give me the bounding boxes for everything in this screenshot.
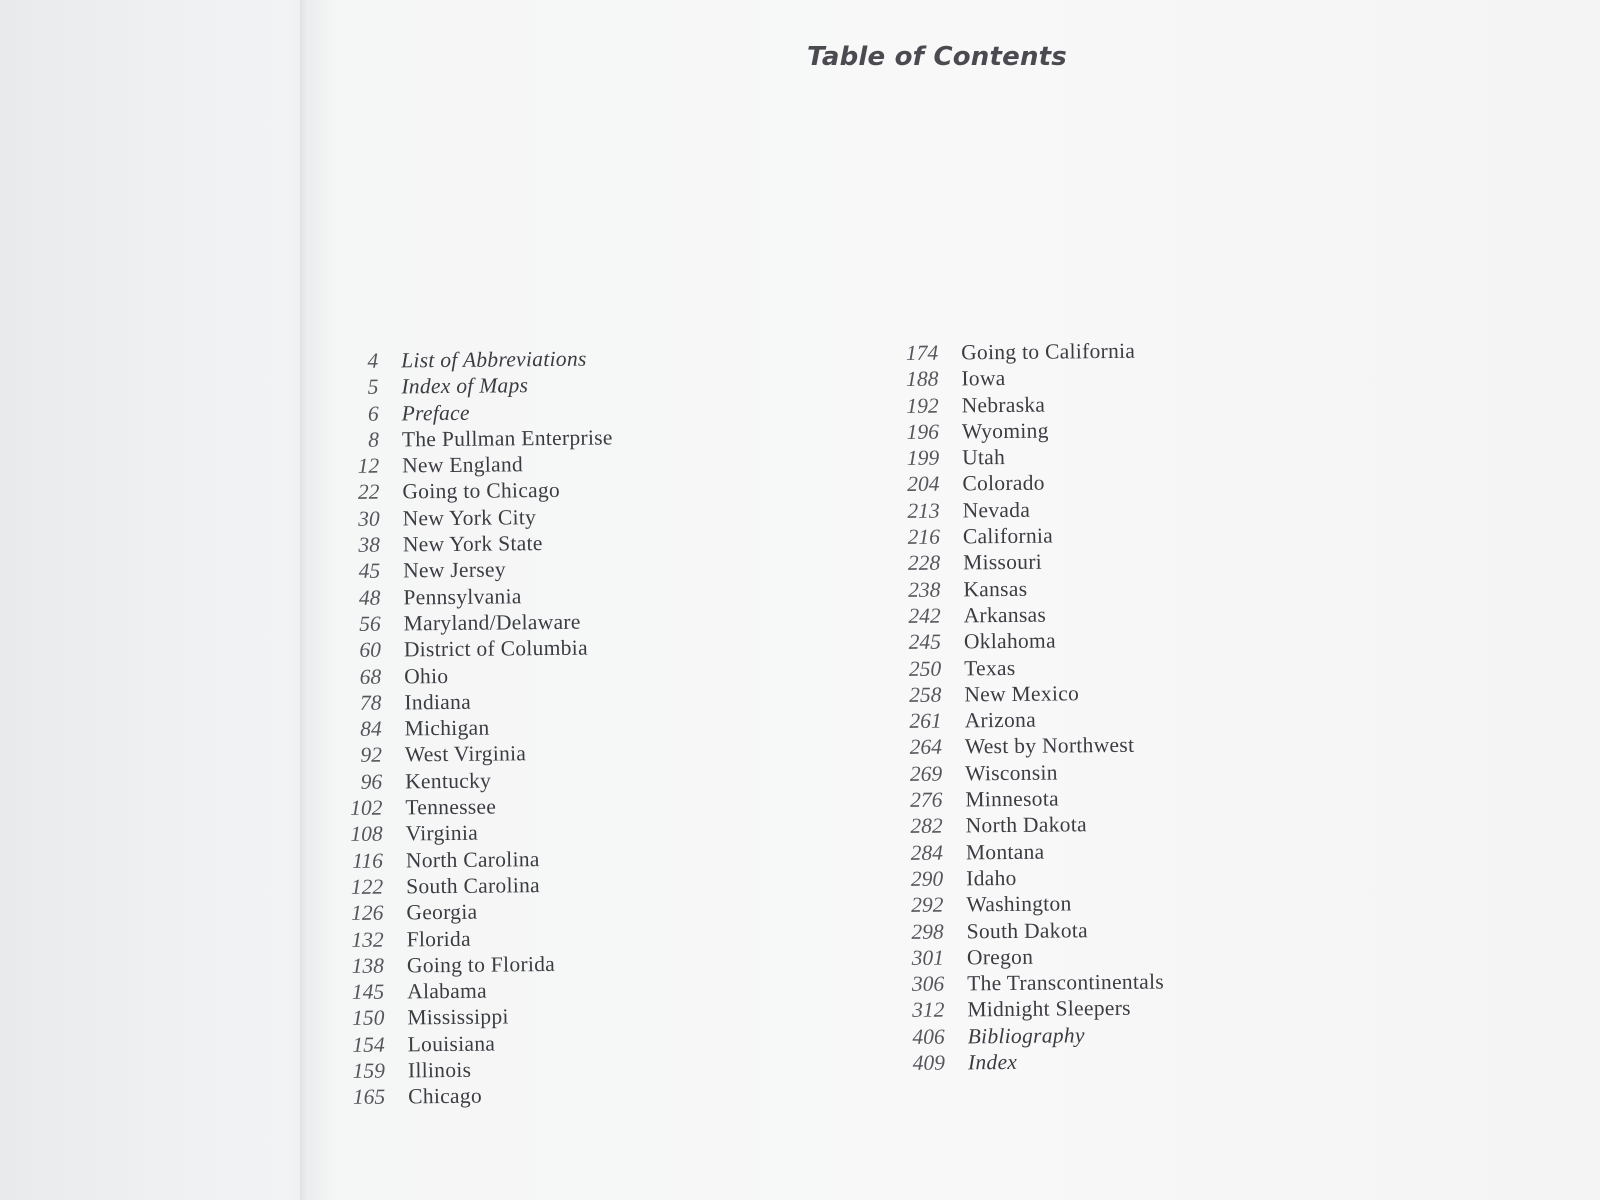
- toc-entry-label: Missouri: [963, 550, 1043, 575]
- toc-entry: [903, 627, 1161, 656]
- toc-entry-label: Midnight Sleepers: [967, 996, 1131, 1022]
- toc-page-number: 199: [906, 445, 940, 471]
- toc-entry: [903, 679, 1161, 708]
- toc-entry-label: Minnesota: [965, 786, 1059, 812]
- toc-entry-label: Illinois: [407, 1057, 472, 1083]
- toc-entry-label: Ohio: [404, 663, 449, 688]
- toc-entry-label: Wisconsin: [965, 760, 1058, 786]
- toc-entry-label: Nebraska: [961, 392, 1046, 418]
- toc-entry-label: Maryland/Delaware: [403, 609, 581, 636]
- toc-entry-label: Mississippi: [407, 1004, 509, 1030]
- toc-page-number: 108: [350, 821, 383, 847]
- toc-entry-label: Wyoming: [961, 418, 1049, 444]
- toc-page-number: 245: [908, 629, 942, 655]
- toc-entry: [901, 469, 1159, 498]
- toc-entry-label: Colorado: [962, 471, 1045, 496]
- toc-page: [302, 0, 1600, 1200]
- toc-page-number: 60: [359, 637, 382, 663]
- toc-entry: [346, 976, 618, 1005]
- toc-page-number: 150: [352, 1006, 385, 1031]
- toc-page-number: 22: [357, 480, 380, 505]
- toc-entry: [902, 548, 1160, 577]
- toc-entry-label: Alabama: [407, 978, 487, 1004]
- toc-page-number: 174: [905, 340, 939, 365]
- toc-entry: [902, 522, 1160, 551]
- toc-entry-label: Louisiana: [407, 1031, 496, 1057]
- toc-entry: [904, 758, 1162, 787]
- toc-entry: [903, 600, 1161, 629]
- toc-left-column: [340, 345, 619, 1110]
- toc-page-number: 96: [360, 769, 383, 794]
- toc-entry: [901, 390, 1159, 419]
- toc-page-number: 165: [352, 1084, 386, 1110]
- toc-entry-label: New England: [402, 452, 524, 478]
- toc-entry-label: Oklahoma: [963, 628, 1056, 654]
- toc-page-number: 290: [910, 866, 944, 891]
- toc-entry: [343, 661, 615, 690]
- toc-entry: [347, 1055, 619, 1084]
- toc-entry: [343, 608, 615, 637]
- toc-entry: [340, 345, 612, 374]
- toc-entry-label: District of Columbia: [403, 635, 588, 662]
- toc-page-number: 301: [911, 945, 945, 970]
- toc-entry-label: Going to Florida: [406, 951, 556, 978]
- toc-entry: [904, 706, 1162, 735]
- toc-page-number: 159: [352, 1058, 386, 1083]
- toc-entry: [905, 863, 1163, 892]
- toc-entry: [907, 1048, 1165, 1077]
- toc-entry-label: Bibliography: [967, 1022, 1085, 1049]
- toc-page-number: 68: [359, 664, 382, 689]
- toc-entry-label: Going to Chicago: [402, 478, 561, 504]
- toc-page-number: 188: [906, 366, 939, 392]
- toc-page-number: 145: [351, 979, 385, 1005]
- toc-page-number: 213: [907, 498, 940, 523]
- toc-entry: [903, 653, 1161, 682]
- toc-page-number: 228: [907, 551, 941, 576]
- toc-entry: [342, 582, 614, 611]
- toc-page-number: 292: [911, 892, 944, 918]
- toc-entry: [344, 766, 616, 795]
- toc-page-number: 154: [352, 1032, 385, 1057]
- toc-entry-label: Pennsylvania: [403, 583, 522, 610]
- toc-entry: [340, 372, 612, 401]
- toc-entry: [345, 871, 617, 900]
- toc-entry: [900, 338, 1158, 367]
- toc-entry-label: Texas: [964, 655, 1016, 680]
- toc-page-number: 276: [910, 787, 943, 812]
- toc-page-number: 8: [368, 427, 379, 452]
- toc-page-number: 116: [352, 848, 384, 873]
- toc-entry: [341, 424, 613, 453]
- toc-entry: [902, 574, 1160, 603]
- toc-entry-label: The Pullman Enterprise: [401, 425, 613, 452]
- toc-entry-label: Arkansas: [963, 602, 1047, 628]
- toc-page-number: 56: [359, 611, 381, 636]
- toc-page-number: 250: [908, 656, 942, 681]
- toc-entry: [347, 1029, 619, 1058]
- toc-entry: [901, 416, 1159, 445]
- toc-entry: [343, 635, 615, 664]
- toc-entry: [345, 819, 617, 848]
- toc-page-number: 92: [360, 743, 383, 768]
- toc-entry-label: Virginia: [405, 821, 479, 846]
- toc-entry-label: Idaho: [966, 865, 1017, 891]
- toc-entry-label: New York State: [402, 531, 543, 557]
- toc-page-number: 238: [908, 577, 941, 602]
- toc-page-number: 258: [909, 682, 942, 707]
- toc-entry: [347, 1082, 619, 1111]
- toc-page-number: 6: [367, 401, 379, 426]
- toc-entry-label: North Carolina: [405, 846, 540, 873]
- toc-entry: [346, 1003, 618, 1032]
- toc-entry: [342, 529, 614, 558]
- toc-page-number: 5: [367, 374, 379, 400]
- page-title: Table of Contents: [807, 42, 1067, 72]
- toc-page-number: 126: [351, 900, 384, 926]
- toc-page-number: 284: [910, 840, 944, 865]
- toc-entry-label: West by Northwest: [964, 733, 1135, 759]
- toc-page-number: 264: [909, 735, 943, 760]
- toc-entry: [905, 811, 1163, 840]
- toc-entry-label: Iowa: [961, 366, 1006, 391]
- toc-entry: [346, 924, 618, 953]
- toc-page-number: 4: [367, 348, 379, 373]
- toc-entry-label: Kansas: [963, 576, 1028, 602]
- toc-page-number: 192: [906, 393, 939, 418]
- toc-entry-label: Chicago: [408, 1083, 483, 1109]
- toc-entry: [341, 477, 613, 506]
- toc-entry-label: Nevada: [962, 497, 1031, 523]
- toc-entry-label: Utah: [962, 445, 1006, 470]
- toc-entry: [344, 792, 616, 821]
- toc-entry: [344, 714, 616, 743]
- toc-entry-label: California: [962, 523, 1054, 549]
- toc-entry: [341, 451, 613, 480]
- toc-entry: [905, 837, 1163, 866]
- toc-page-number: 242: [908, 603, 941, 628]
- toc-entry: [345, 845, 617, 874]
- toc-entry-label: Preface: [401, 400, 470, 426]
- toc-page-number: 261: [909, 708, 942, 734]
- toc-entry: [905, 890, 1163, 919]
- toc-entry: [342, 556, 614, 585]
- toc-entry: [345, 898, 617, 927]
- toc-entry: [906, 916, 1164, 945]
- toc-page-number: 406: [912, 1024, 945, 1049]
- toc-page-number: 48: [358, 585, 381, 610]
- toc-entry-label: Oregon: [966, 944, 1034, 970]
- toc-entry-label: Montana: [965, 839, 1045, 865]
- toc-entry-label: Washington: [966, 891, 1072, 917]
- toc-entry-label: Indiana: [404, 689, 472, 715]
- toc-entry-label: New Mexico: [964, 681, 1080, 707]
- toc-page-number: 138: [351, 953, 385, 978]
- toc-right-column: [900, 338, 1165, 1077]
- toc-entry-label: New York City: [402, 504, 537, 531]
- toc-entry-label: Michigan: [404, 715, 490, 741]
- toc-page-number: 216: [907, 524, 941, 550]
- toc-page-number: 12: [357, 453, 380, 479]
- toc-page-number: 306: [911, 971, 945, 997]
- toc-entry-label: New Jersey: [403, 557, 506, 583]
- toc-entry-label: Tennessee: [405, 794, 497, 820]
- toc-entry: [346, 950, 618, 979]
- toc-entry: [344, 740, 616, 769]
- toc-page-number: 84: [360, 716, 382, 741]
- toc-entry-label: West Virginia: [404, 741, 527, 767]
- toc-entry-label: Index of Maps: [401, 373, 529, 399]
- toc-page-number: 38: [358, 532, 381, 557]
- toc-entry: [341, 398, 613, 427]
- toc-page-number: 30: [358, 506, 380, 531]
- toc-page-number: 204: [907, 472, 940, 497]
- toc-entry: [901, 443, 1159, 472]
- toc-page-number: 196: [906, 419, 939, 444]
- toc-entry-label: Index: [967, 1049, 1018, 1075]
- toc-page-number: 45: [358, 559, 381, 584]
- toc-page-number: 312: [912, 998, 945, 1023]
- toc-entry: [904, 732, 1162, 761]
- toc-entry-label: South Carolina: [406, 873, 541, 899]
- toc-page-number: 298: [911, 919, 944, 944]
- toc-entry: [907, 1021, 1165, 1050]
- toc-page-number: 102: [350, 795, 383, 820]
- toc-entry-label: List of Abbreviations: [401, 346, 587, 373]
- toc-entry: [900, 364, 1158, 393]
- toc-entry: [906, 969, 1164, 998]
- toc-entry-label: Going to California: [961, 338, 1136, 365]
- toc-entry: [902, 495, 1160, 524]
- toc-page-number: 282: [910, 813, 943, 839]
- toc-entry-label: Florida: [406, 926, 472, 951]
- toc-page-number: 132: [351, 927, 384, 952]
- toc-entry: [906, 995, 1164, 1024]
- toc-entry-label: Georgia: [406, 899, 478, 925]
- toc-page-number: 409: [912, 1050, 946, 1075]
- toc-entry-label: Arizona: [964, 707, 1037, 733]
- toc-entry-label: The Transcontinentals: [967, 969, 1165, 996]
- toc-entry: [904, 785, 1162, 814]
- toc-entry-label: North Dakota: [965, 812, 1088, 838]
- toc-entry-label: Kentucky: [405, 768, 492, 794]
- toc-page-number: 269: [909, 761, 943, 786]
- toc-page-number: 122: [350, 874, 384, 899]
- toc-page-number: 78: [359, 690, 382, 715]
- toc-entry: [343, 687, 615, 716]
- toc-entry: [906, 942, 1164, 971]
- toc-entry-label: South Dakota: [966, 917, 1089, 943]
- toc-entry: [342, 503, 614, 532]
